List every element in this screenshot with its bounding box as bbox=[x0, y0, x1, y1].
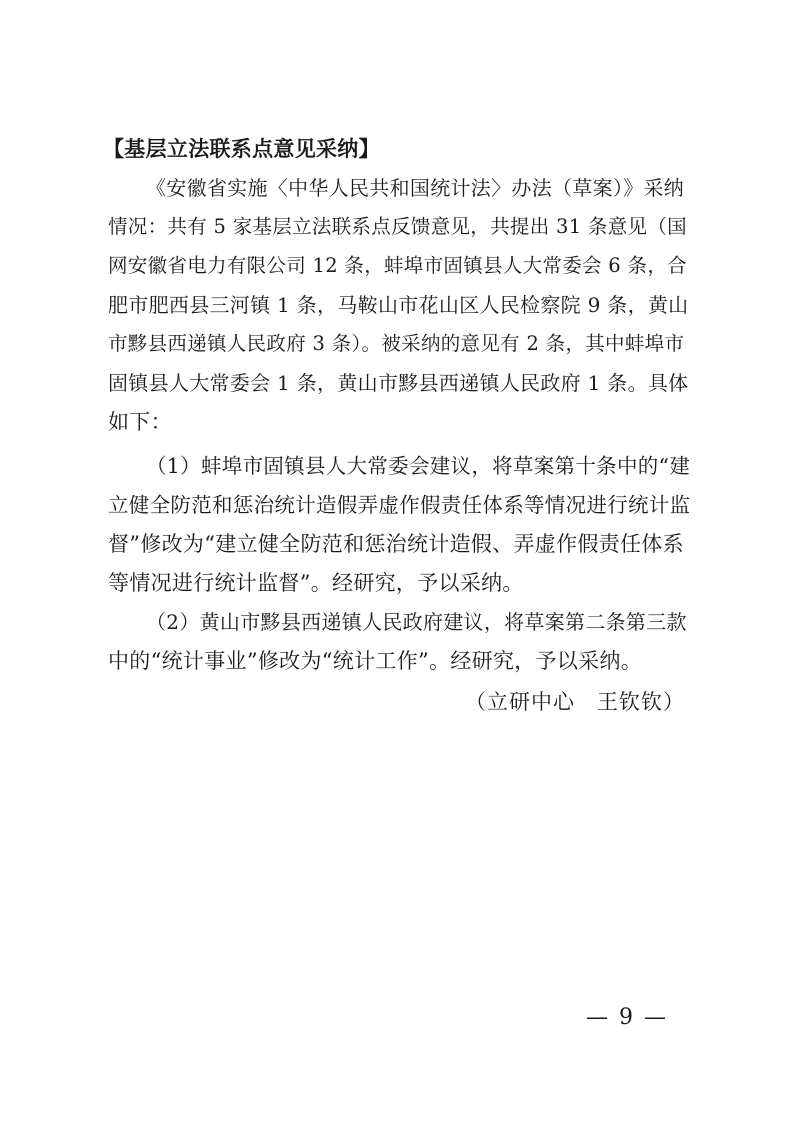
item-1-line-1: （1）蚌埠市固镇县人大常委会建议，将草案第十条中的“建 bbox=[146, 454, 691, 478]
item-2-line-2: 中的“统计事业”修改为“统计工作”。经研究，予以采纳。 bbox=[108, 649, 643, 673]
author-signature: （立研中心 王钦钦） bbox=[465, 690, 685, 714]
section-heading: 【基层立法联系点意见采纳】 bbox=[103, 137, 380, 161]
paragraph-line-5: 市黟县西递镇人民政府 3 条）。被采纳的意见有 2 条，其中蚌埠市 bbox=[108, 332, 685, 355]
item-1-line-3: 督”修改为“建立健全防范和惩治统计造假、弄虚作假责任体系 bbox=[108, 532, 684, 556]
page-number: — 9 — bbox=[586, 1005, 668, 1030]
paragraph-line-6: 固镇县人大常委会 1 条，黄山市黟县西递镇人民政府 1 条。具体 bbox=[108, 371, 689, 395]
paragraph-line-4: 肥市肥西县三河镇 1 条，马鞍山市花山区人民检察院 9 条，黄山 bbox=[108, 293, 689, 317]
item-1-line-2: 立健全防范和惩治统计造假弄虚作假责任体系等情况进行统计监 bbox=[108, 493, 691, 517]
paragraph-line-3: 网安徽省电力有限公司 12 条，蚌埠市固镇县人大常委会 6 条，合 bbox=[108, 254, 687, 277]
paragraph-line-7: 如下： bbox=[108, 410, 172, 434]
paragraph-line-1: 《安徽省实施〈中华人民共和国统计法〉办法（草案）》采纳 bbox=[146, 176, 685, 200]
item-2-line-1: （2）黄山市黟县西递镇人民政府建议，将草案第二条第三款 bbox=[146, 610, 687, 634]
paragraph-line-2: 情况：共有 5 家基层立法联系点反馈意见，共提出 31 条意见（国 bbox=[108, 215, 687, 238]
item-1-line-4: 等情况进行统计监督”。经研究，予以采纳。 bbox=[108, 571, 524, 595]
